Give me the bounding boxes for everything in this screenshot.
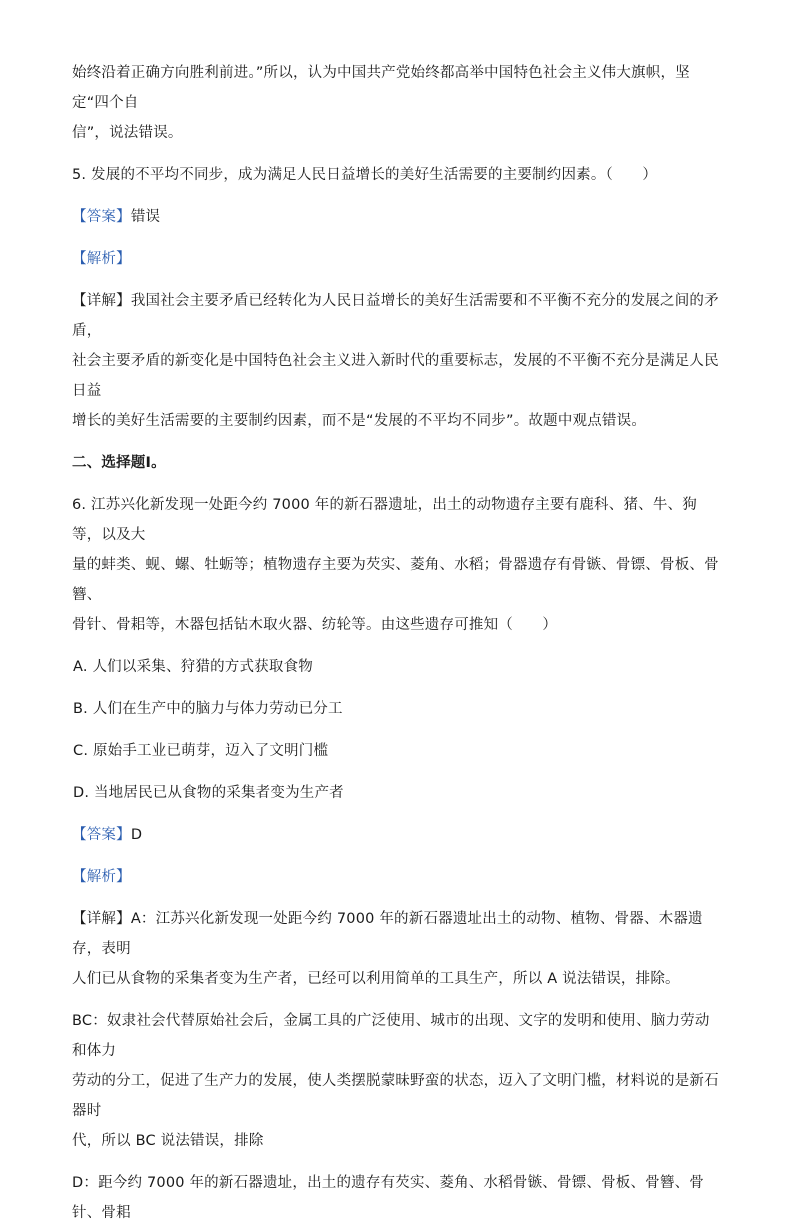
question-6-detail-line: 人们已从食物的采集者变为生产者，已经可以利用简单的工具生产，所以 A 说法错误，排除。 xyxy=(72,971,680,987)
question-6-answer xyxy=(72,820,722,850)
question-6-stem-line: 量的蚌类、蚬、螺、牡蛎等；植物遗存主要为芡实、菱角、水稻；骨器遗存有骨镞、骨镖、骨板、骨簪、 xyxy=(72,557,719,603)
document-page xyxy=(72,58,722,1228)
prev-answer-line: 信”，说法错误。 xyxy=(72,125,183,141)
section-title: 二、选择题Ⅰ。 xyxy=(72,455,166,471)
question-6-stem-line: 骨针、骨耜等，木器包括钻木取火器、纺轮等。由这些遗存可推知（ ） xyxy=(72,617,558,633)
answer-tag: 【答案】 xyxy=(72,827,131,843)
option-c: C. 原始手工业已萌芽，迈入了文明门槛 xyxy=(73,743,329,759)
question-6-detail-line xyxy=(72,904,722,964)
question-5-stem: 5. 发展的不平均不同步，成为满足人民日益增长的美好生活需要的主要制约因素。（ ） xyxy=(72,167,658,183)
question-6-detail-line: 代，所以 BC 说法错误，排除 xyxy=(72,1133,264,1149)
option-a: A. 人们以采集、狩猎的方式获取食物 xyxy=(73,659,313,675)
question-6-detail-line: BC：奴隶社会代替原始社会后，金属工具的广泛使用、城市的出现、文字的发明和使用、脑力劳动和体力 xyxy=(72,1013,710,1059)
question-6-stem-line: 6. 江苏兴化新发现一处距今约 7000 年的新石器遗址，出土的动物遗存主要有鹿科、猪、牛、狗等，以及大 xyxy=(72,497,697,543)
question-5-answer xyxy=(72,202,722,232)
option-d: D. 当地居民已从食物的采集者变为生产者 xyxy=(73,785,344,801)
answer-text: 错误 xyxy=(130,209,161,225)
prev-answer-line: 始终沿着正确方向胜利前进。”所以，认为中国共产党始终都高举中国特色社会主义伟大旗帜，坚定“四个自 xyxy=(72,65,690,111)
detail-text: A：江苏兴化新发现一处距今约 7000 年的新石器遗址出土的动物、植物、骨器、木器遗存，表明 xyxy=(72,911,703,957)
question-5-detail-line: 增长的美好生活需要的主要制约因素，而不是“发展的不平均不同步”。故题中观点错误。 xyxy=(72,413,647,429)
question-5-detail-line xyxy=(72,286,722,346)
answer-text: D xyxy=(130,827,143,843)
analysis-tag: 【解析】 xyxy=(72,251,131,267)
detail-text: 我国社会主要矛盾已经转化为人民日益增长的美好生活需要和不平衡不充分的发展之间的矛盾， xyxy=(72,293,719,339)
question-5-detail-line: 社会主要矛盾的新变化是中国特色社会主义进入新时代的重要标志，发展的不平衡不充分是满足人民日益 xyxy=(72,353,719,399)
analysis-tag: 【解析】 xyxy=(72,869,131,885)
question-6-detail-line: 劳动的分工，促进了生产力的发展，使人类摆脱蒙昧野蛮的状态，迈入了文明门槛，材料说的是新石器时 xyxy=(72,1073,719,1119)
option-b: B. 人们在生产中的脑力与体力劳动已分工 xyxy=(73,701,343,717)
detail-tag: 【详解】 xyxy=(72,911,131,927)
answer-tag: 【答案】 xyxy=(72,209,131,225)
detail-tag: 【详解】 xyxy=(72,293,131,309)
question-6-detail-line: D：距今约 7000 年的新石器遗址，出土的遗存有芡实、菱角、水稻骨镞、骨镖、骨板、骨簪、骨针、骨耜 xyxy=(72,1175,704,1221)
